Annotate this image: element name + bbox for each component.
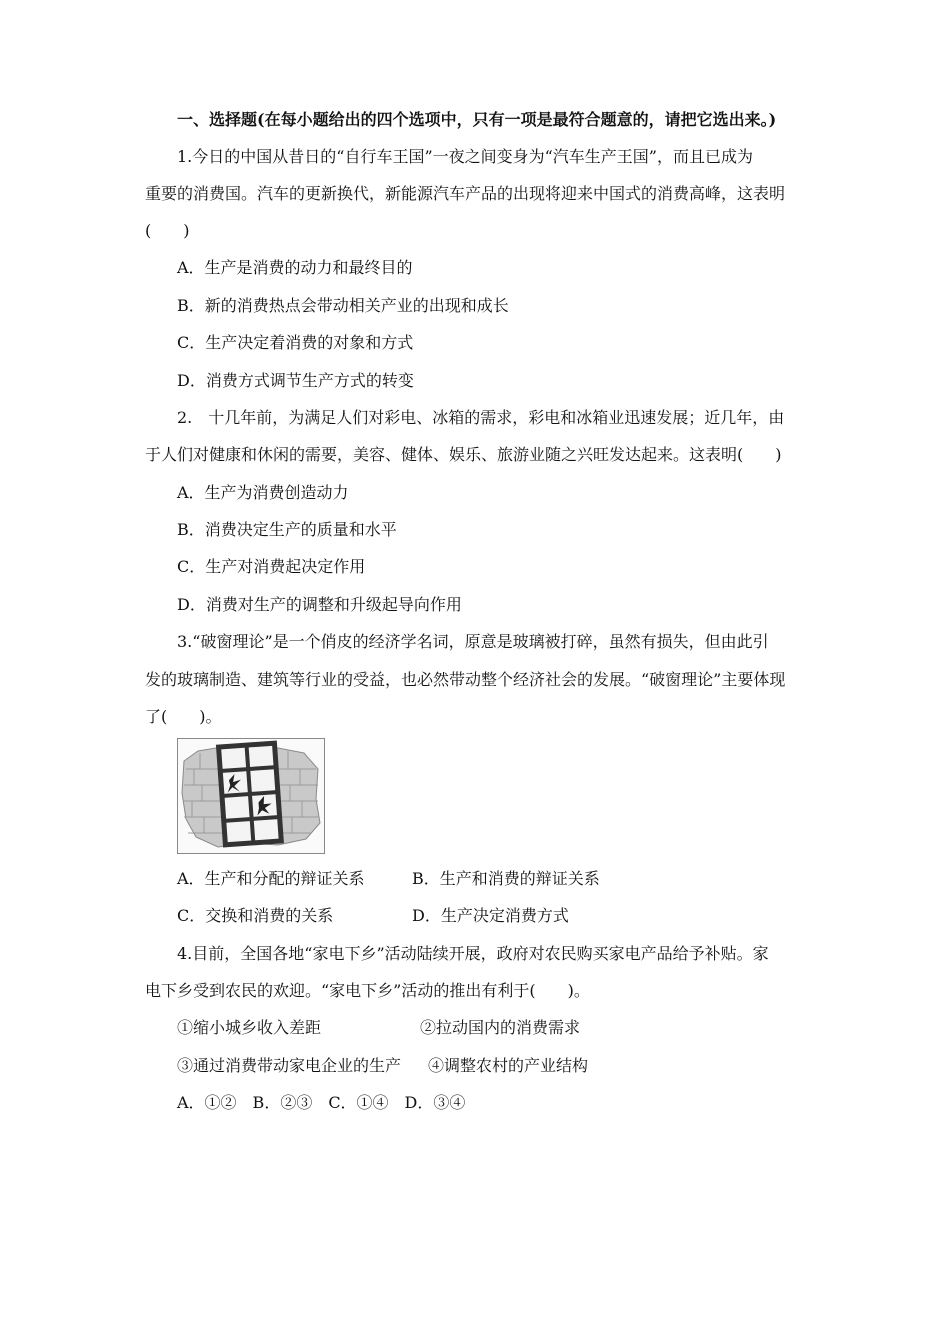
q1-stem-line1: 1.今日的中国从昔日的“自行车王国”一夜之间变身为“汽车生产王国”，而且已成为 — [177, 147, 753, 166]
q3-stem-line3: 了( )。 — [145, 707, 222, 726]
q2-option-c: C．生产对消费起决定作用 — [177, 557, 366, 576]
section-title: 一、选择题(在每小题给出的四个选项中，只有一项是最符合题意的，请把它选出来。) — [177, 110, 777, 129]
q3-stem-line2: 发的玻璃制造、建筑等行业的受益，也必然带动整个经济社会的发展。“破窗理论”主要体现 — [145, 670, 786, 689]
q3-option-a: A．生产和分配的辩证关系 — [177, 869, 365, 888]
q3-stem-line1: 3.“破窗理论”是一个俏皮的经济学名词，原意是玻璃被打碎，虽然有损失，但由此引 — [177, 632, 769, 651]
q3-option-b: B．生产和消费的辩证关系 — [412, 869, 600, 888]
q1-option-b: B．新的消费热点会带动相关产业的出现和成长 — [177, 296, 509, 315]
q3-option-c: C．交换和消费的关系 — [177, 906, 334, 925]
broken-window-illustration — [177, 738, 325, 854]
q1-option-c: C．生产决定着消费的对象和方式 — [177, 333, 414, 352]
q2-option-d: D．消费对生产的调整和升级起导向作用 — [177, 595, 462, 614]
q4-item-4: ④调整农村的产业结构 — [428, 1056, 589, 1075]
q4-options: A．①② B．②③ C．①④ D．③④ — [177, 1093, 466, 1112]
q3-option-row-1 — [177, 868, 365, 890]
q1-option-d: D．消费方式调节生产方式的转变 — [177, 371, 414, 390]
q4-item-3: ③通过消费带动家电企业的生产 — [177, 1056, 402, 1075]
q4-stem-line2: 电下乡受到农民的欢迎。“家电下乡”活动的推出有利于( )。 — [145, 981, 590, 1000]
q2-option-b: B．消费决定生产的质量和水平 — [177, 520, 397, 539]
q1-stem-line3: ( ) — [145, 221, 190, 240]
q4-stem-line1: 4.目前，全国各地“家电下乡”活动陆续开展，政府对农民购买家电产品给予补贴。家 — [177, 944, 769, 963]
q2-option-a: A．生产为消费创造动力 — [177, 483, 349, 502]
q1-option-a: A．生产是消费的动力和最终目的 — [177, 258, 413, 277]
q2-stem-line1: 2. 十几年前，为满足人们对彩电、冰箱的需求，彩电和冰箱业迅速发展；近几年，由 — [177, 408, 785, 427]
q4-item-2: ②拉动国内的消费需求 — [420, 1018, 581, 1037]
q4-item-1: ①缩小城乡收入差距 — [177, 1018, 322, 1037]
q1-stem-line2: 重要的消费国。汽车的更新换代，新能源汽车产品的出现将迎来中国式的消费高峰，这表明 — [145, 184, 786, 203]
broken-window-icon — [178, 739, 324, 853]
q2-stem-line2: 于人们对健康和休闲的需要，美容、健体、娱乐、旅游业随之兴旺发达起来。这表明( ) — [145, 445, 782, 464]
q3-option-d: D．生产决定消费方式 — [412, 906, 569, 925]
